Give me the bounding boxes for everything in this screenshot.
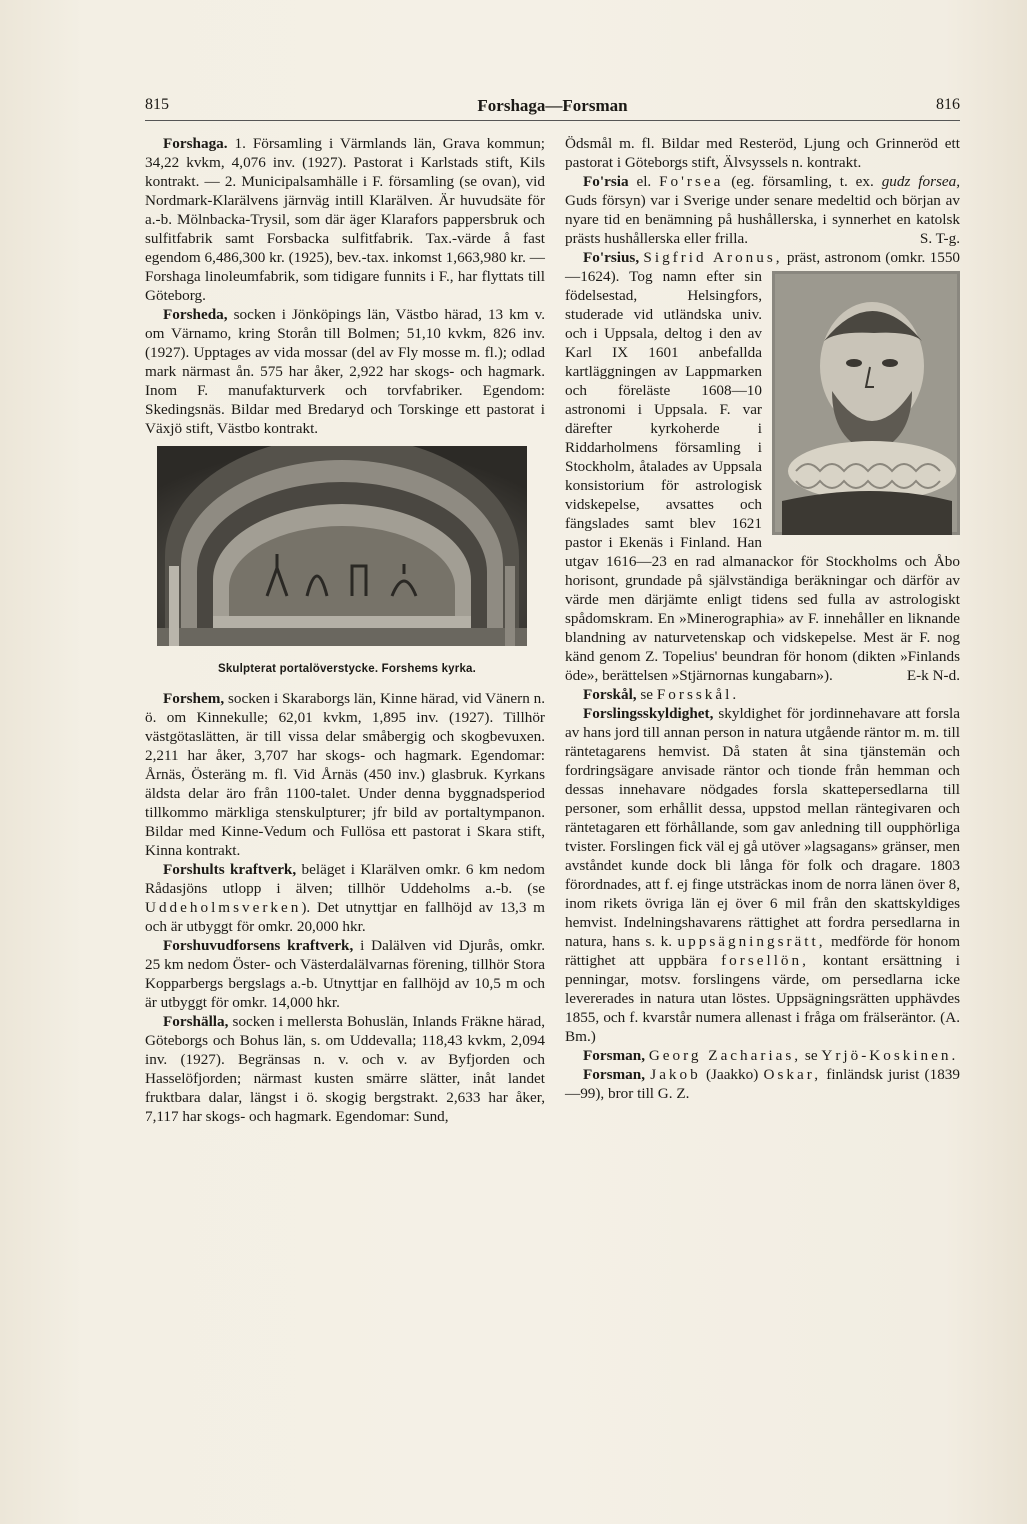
headword: Forshälla, (163, 1013, 229, 1030)
entry-text: i Dalälven vid Djurås, omkr. 25 km nedom Öster- och Västerdalälvarnas förening, tillhör Stora Kopparbergs bergslags a.-b. Utnyttjar en fallhöjd av 10,5 m och är utbyggt för omkr. 14,000 hkr. (145, 937, 546, 1011)
entry-text: se (640, 686, 654, 703)
entry-text: el. (636, 173, 652, 190)
spaced-reference: Forsskål. (656, 686, 740, 703)
headword: Fo'rsius, (583, 249, 640, 266)
left-column (145, 134, 545, 1126)
headword: Forshaga. (163, 135, 228, 152)
headword: Forslingsskyldighet, (583, 705, 714, 722)
portrait-image (772, 271, 960, 535)
entry-forsman-jakob (565, 1065, 960, 1103)
spaced-name: Georg Zacharias, (648, 1047, 802, 1064)
author-signature: E-k N-d. (906, 667, 960, 684)
spaced-term: uppsägningsrätt, (677, 933, 826, 950)
entry-forshaga (145, 134, 545, 305)
header-rule (145, 120, 960, 121)
entry-text: se (804, 1047, 818, 1064)
entry-text: socken i Skaraborgs län, Kinne härad, vid Vänern n. ö. om Kinnekulle; 62,01 kvkm, 1,895 inv. (1927). Tillhör västgötaslätten, är till vissa delar småbergig och skogbevuxen. 2,211 har åker, 3,707 har skogs- och hagmark. Egendomar: Årnäs, Österäng m. fl. Vid Årnäs (450 inv.) glasbruk. Kyrkans äldsta delar äro från 1100-talet. Under denna byggnadsperiod tillkommo märkliga stenskulpturer; jfr bild av portaltympanon. Bildar med Kinne-Vedum och Fullösa ett pastorat i Skara stift, Kinna kontrakt. (145, 690, 545, 859)
entry-continuation: Ödsmål m. fl. Bildar med Resteröd, Ljung och Grinneröd ett pastorat i Göteborgs stift, Älvsyssels n. kontrakt. (565, 135, 960, 171)
entry-text: medförde för honom rättighet att uppbära (565, 933, 961, 969)
headword: Forsman, (583, 1066, 646, 1083)
page-header (145, 96, 960, 120)
entry-text: ). Det utnyttjar en fallhöjd av 13,3 m och är utbyggt för omkr. 20,000 hkr. (145, 899, 545, 935)
page-number-left: 815 (145, 96, 169, 113)
forsius-portrait (772, 271, 960, 535)
entry-forshults (145, 860, 545, 936)
headword: Forsheda, (163, 306, 228, 323)
entry-text: finländsk jurist (1839—99), bror till G. Z. (565, 1066, 960, 1102)
entry-forsheda (145, 305, 545, 438)
headword: Forshuvudforsens kraftverk, (163, 937, 354, 954)
entry-text: socken i mellersta Bohuslän, Inlands Fräkne härad, Göteborgs och Bohus län, s. om Uddevalla; 118,43 kvkm, 2,094 inv. (1927). Begränsas n. v. och v. av Byfjorden och Hasselöfjorden; närmast kusten smärre slätter, inåt landet fruktbara dalar, längst i ö. skogig bergstrakt. 2,633 har åker, 7,117 har skogs- och hagmark. Egendomar: Sund, (145, 1013, 545, 1125)
page-number-right: 816 (936, 96, 960, 113)
entry-forshem (145, 689, 545, 860)
spaced-name: Jakob (650, 1066, 701, 1083)
entry-forsman-georg (565, 1046, 960, 1065)
spaced-term: Fo'rsea (659, 173, 724, 190)
author-signature: S. T-g. (919, 230, 960, 247)
portal-figure (157, 446, 537, 679)
spaced-term: forsellön, (721, 952, 809, 969)
spaced-reference: Uddeholmsverken (145, 899, 302, 916)
entry-text: skyldighet för jordinnehavare att forsla av hans jord till annan person in natura utgående räntor m. m. till räntetagarens hemvist. Då staten åt sina tjänstemän och fordringsägare anvisade räntor och tionde från hemman och dessas innehavare nödgades forsla skattepersedlarna till personer, som erhållit dessa, uppstod mellan räntegivaren och räntetagaren ett förhållande, som gav anledning till oupphörliga tvister. Forslingen fick väl ej gå utöver »lagsagans» gränser, men avståndet kunde dock bli långa för folk och dragare. 1803 förordnades, att f. ej finge utsträckas inom de norra länen över 8, inom rikets övriga län ej över 6 mil från den skattskyldiges hemvist. Indelningshavarens rättighet att fordra persedlarna in natura, hans s. k. (565, 705, 961, 950)
italic-term: gudz forsea, (881, 173, 961, 190)
headword: Forshem, (163, 690, 225, 707)
entry-text: socken i Jönköpings län, Västbo härad, 13 km v. om Värnamo, kring Storån till Bolmen; 51,10 kvkm, 826 inv. (1927). Upptages av vida mossar (del av Fly mosse m. fl.); odlad mark närmast ån. 575 har åker, 2,922 har skogs- och hagmark. Inom F. manufakturverk och torvfabriker. Egendom: Skedingsnäs. Bildar med Bredaryd och Torskinge ett pastorat i Växjö stift, Västbo kontrakt. (145, 306, 546, 437)
entry-text: präst, astronom (omkr. 1550—1624). Tog namn efter sin födelsestad, Helsingfors, studerade vid utländska univ. och i Uppsala, deltog i den av Karl IX 1601 anbefallda kartläggningen av Lappmarken och föreläste 1608—10 astronomi i Uppsala. F. var därefter kyrkoherde i Riddarholmens församling i Stockholm, åtalades av Uppsala konsistorium för astrologisk vidskepelse, avsattes och fängslades samt blev 1621 pastor i Ekenäs i Finland. Han utgav 1616—23 en rad almanackor för Stockholms och Åbo horisont, grundade på självständiga beräkningar och därför av värde men därjämte enligt tidens sed fulla av astrologiskt spådomskram. En »Minerographia» av F. innehåller en liknande blandning av naturvetenskap och vidskepelse. Mest är F. nog känd genom Z. Topelius' beundran för honom (dikten »Finlands öde», berättelsen »Stjärnornas kungabarn»). (565, 249, 961, 684)
running-title: Forshaga—Forsman (477, 96, 628, 115)
right-column (565, 134, 960, 1103)
figure-caption: Skulpterat portalöverstycke. Forshems kyrka. (217, 663, 477, 675)
entry-forshalla (145, 1012, 545, 1126)
spaced-name: Oskar, (763, 1066, 822, 1083)
entry-text: Guds försyn) var i Sverige under senare medeltid och början av nyare tid en benämning på hushållerska, i synnerhet en katolsk prästs hushållerska eller frilla. (565, 192, 960, 247)
headword: Forshults kraftverk, (163, 861, 297, 878)
entry-forskal (565, 685, 960, 704)
entry-forslingsskyldighet (565, 704, 960, 1046)
portal-tympanum-image (157, 446, 527, 646)
name-variant: (Jaakko) (705, 1066, 759, 1083)
headword: Fo'rsia (583, 173, 629, 190)
entry-forsius (565, 248, 960, 685)
entry-forsia (565, 172, 960, 248)
entry-text: 1. Församling i Värmlands län, Grava kommun; 34,22 kvkm, 4,076 inv. (1927). Pastorat i Karlstads stift, Kils kontrakt. — 2. Municipalsamhälle i F. församling (se ovan), vid Nordmark-Klarälvens järnväg intill Klarälven. Är huvudsäte för a.-b. Mölnbacka-Trysil, som där äger Klarafors pappersbruk och sulfitfabrik samt Forsbacka sulfitfabrik. Tax.-värde å fast egendom 6,486,300 kr. (1925), bev.-tax. inkomst 1,663,980 kr. — Forshaga linoleumfabrik, som tidigare funnits i F., har flyttats till Göteborg. (145, 135, 546, 304)
spaced-name: Sigfrid Aronus, (643, 249, 783, 266)
entry-text: (eg. församling, t. ex. (731, 173, 874, 190)
entry-text: beläget i Klarälven omkr. 6 km nedom Rådasjöns utlopp i älven; tillhör Uddeholms a.-b. (se (145, 861, 545, 897)
headword: Forskål, (583, 686, 637, 703)
headword: Forsman, (583, 1047, 646, 1064)
spaced-reference: Yrjö-Koskinen. (821, 1047, 959, 1064)
entry-text: kontant ersättning i penningar, motsv. forslingens värde, om persedlarna icke levererades in natura utan löstes. Uppsägningsrätten upphävdes 1855, och f. kvarstår numera allenast i fråga om frälseräntor. (A. Bm.) (565, 952, 961, 1045)
entry-forshuvudforsen (145, 936, 545, 1012)
